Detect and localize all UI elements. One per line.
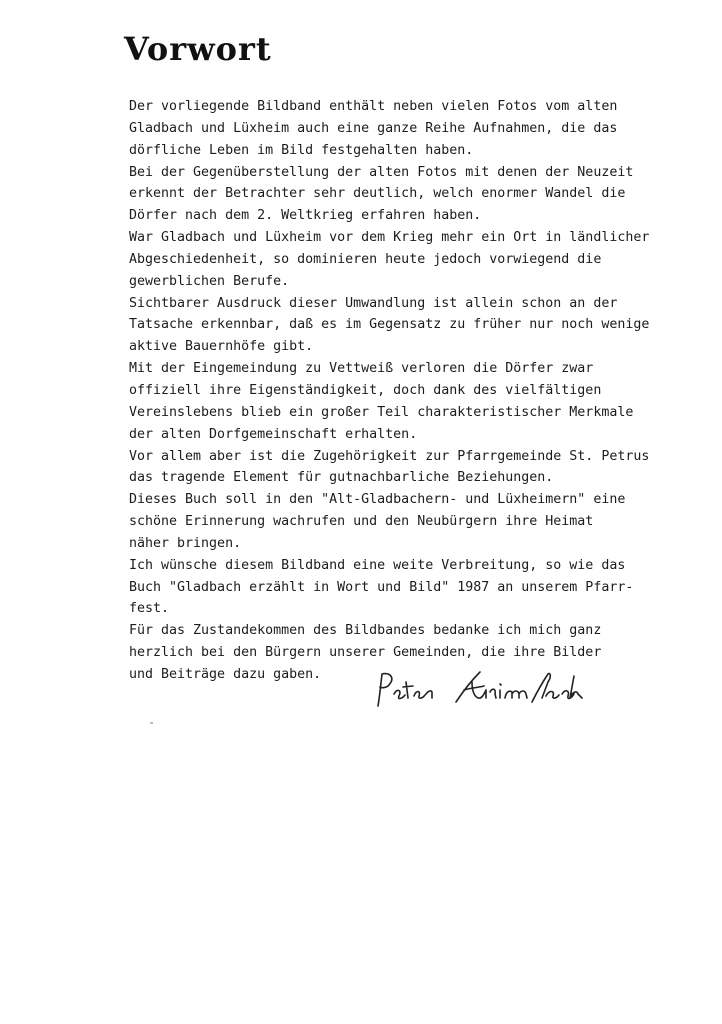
text-line: Gladbach und Lüxheim auch eine ganze Reihe Aufnahmen, die das — [129, 120, 618, 136]
text-line: und Beiträge dazu gaben. — [129, 666, 322, 682]
text-line: Buch "Gladbach erzählt in Wort und Bild" 1987 an unserem Pfarr- — [129, 579, 634, 595]
text-line: Vor allem aber ist die Zugehörigkeit zur Pfarrgemeinde St. Petrus — [129, 448, 650, 464]
text-line: Bei der Gegenüberstellung der alten Fotos mit denen der Neuzeit — [129, 164, 634, 180]
text-line: Mit der Eingemeindung zu Vettweiß verloren die Dörfer zwar — [129, 361, 594, 377]
handwritten-signature — [372, 668, 592, 712]
text-line: näher bringen. — [129, 535, 242, 551]
scan-speck — [150, 722, 153, 724]
text-line: aktive Bauernhöfe gibt. — [129, 339, 314, 355]
text-line: dörfliche Leben im Bild festgehalten haben. — [129, 142, 474, 158]
text-line: Für das Zustandekommen des Bildbandes bedanke ich mich ganz — [129, 623, 602, 639]
text-line: gewerblichen Berufe. — [129, 273, 290, 289]
text-line: Vereinslebens blieb ein großer Teil charakteristischer Merkmale — [129, 404, 634, 420]
text-line: Dörfer nach dem 2. Weltkrieg erfahren haben. — [129, 208, 482, 224]
text-line: herzlich bei den Bürgern unserer Gemeinden, die ihre Bilder — [129, 645, 602, 661]
text-line: Tatsache erkennbar, daß es im Gegensatz zu früher nur noch wenige — [129, 317, 650, 333]
text-line: der alten Dorfgemeinschaft erhalten. — [129, 426, 418, 442]
text-line: das tragende Element für gutnachbarliche Beziehungen. — [129, 470, 554, 486]
text-line: Sichtbarer Ausdruck dieser Umwandlung ist allein schon an der — [129, 295, 618, 311]
text-line: Abgeschiedenheit, so dominieren heute jedoch vorwiegend die — [129, 251, 602, 267]
text-line: offiziell ihre Eigenständigkeit, doch dank des vielfältigen — [129, 382, 602, 398]
text-line: schöne Erinnerung wachrufen und den Neubürgern ihre Heimat — [129, 514, 594, 530]
foreword-body — [129, 96, 719, 686]
text-line: fest. — [129, 601, 170, 617]
text-line: erkennt der Betrachter sehr deutlich, welch enormer Wandel die — [129, 186, 626, 202]
text-line: Ich wünsche diesem Bildband eine weite Verbreitung, so wie das — [129, 557, 626, 573]
text-line: War Gladbach und Lüxheim vor dem Krieg mehr ein Ort in ländlicher — [129, 230, 650, 246]
text-line: Der vorliegende Bildband enthält neben vielen Fotos vom alten — [129, 99, 618, 114]
page-title: Vorwort — [124, 30, 272, 68]
text-line: Dieses Buch soll in den "Alt-Gladbachern- und Lüxheimern" eine — [129, 492, 626, 508]
